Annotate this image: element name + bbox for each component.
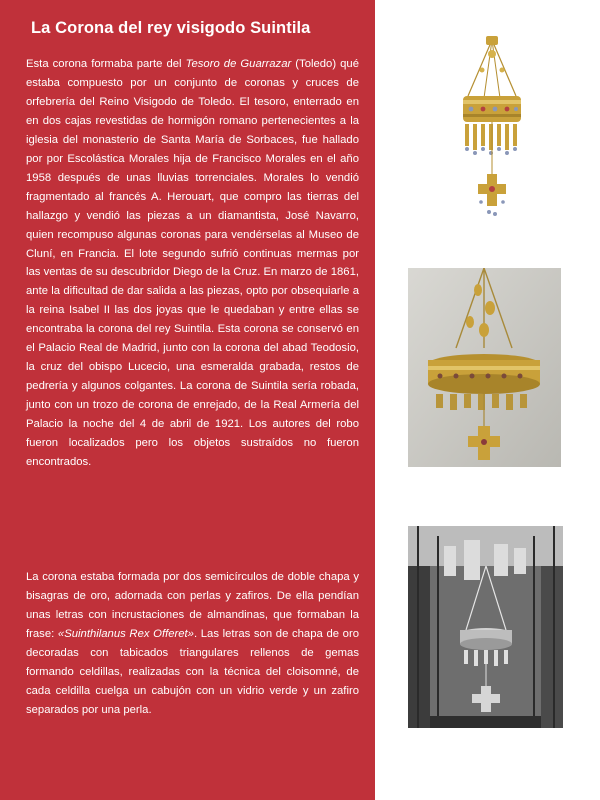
paragraph-history bbox=[26, 55, 359, 472]
paragraph-history-body: (Toledo) qué estaba compuesto por un conjunto de coronas y cruces de orfebrería del Reino Visigodo de Toledo. El tesoro, enterrado en en dos cajas revestidas de hormigón romano pertenecientes a la iglesia del monasterio de Santa María de Sorbaces, fue hallado por por Escolástica Morales hija de Francisco Morales en el año 1958 después de unas lluvias torrenciales. Morales lo vendió fragmentado al francés A. Herouart, que compro las tierras del hallazgo y vendió las piezas a un diamantista, José Navarro, quien recompuso algunas coronas para vendérselas al Museo de Cluní, en Francia. El lote segundo sufrió continuas mermas por las ventas de su descubridor Diego de la Cruz. En marzo de 1861, ante la dificultad de dar salida a las piezas, opto por obsequiarle a la reina Isabel II las dos joyas que le quedaban y entre ellas se encontraba la corona del rey Suintila. Esta corona se conservó en el Palacio Real de Madrid, junto con la corona del abad Teodosio, la cruz del obispo Lucecio, una esmeralda grabada, restos de pedrería y algunos colgantes. La corona de Suintila sería robada, junto con un trozo de corona de enrejado, de la Real Armería del Palacio la noche del 4 de abril de 1921. Los autores del robo fueron localizados pero los objetos sustraídos no fueron encontrados. bbox=[26, 58, 359, 469]
treasure-name: Tesoro de Guarrazar bbox=[185, 58, 292, 70]
paragraph-description bbox=[26, 568, 359, 720]
paragraph-description-body: . Las letras son de chapa de oro decoradas con tabicados triangulares rellenos de gemas formando celdillas, realizadas con la técnica del cloisomné, de cada celdilla cuelga un cabujón con un vidrio verde y un zafiro separados por una perla. bbox=[26, 627, 359, 716]
crown-photo-white-background bbox=[456, 34, 528, 224]
page-title: La Corona del rey visigodo Suintila bbox=[31, 19, 311, 37]
crown-photo-black-and-white bbox=[408, 526, 563, 728]
crown-photo-grey-background bbox=[408, 268, 561, 467]
crown-inscription: «Suinthilanus Rex Offeret» bbox=[57, 627, 194, 640]
paragraph-history-intro: Esta corona formaba parte del bbox=[26, 58, 186, 70]
paragraph-description-intro: La corona estaba formada por dos semicírculos de doble chapa y bisagras de oro, adornada con perlas y zafiros. De ella pendían unas letras con incrustaciones de almandinas, que formaban la frase: bbox=[26, 571, 359, 640]
